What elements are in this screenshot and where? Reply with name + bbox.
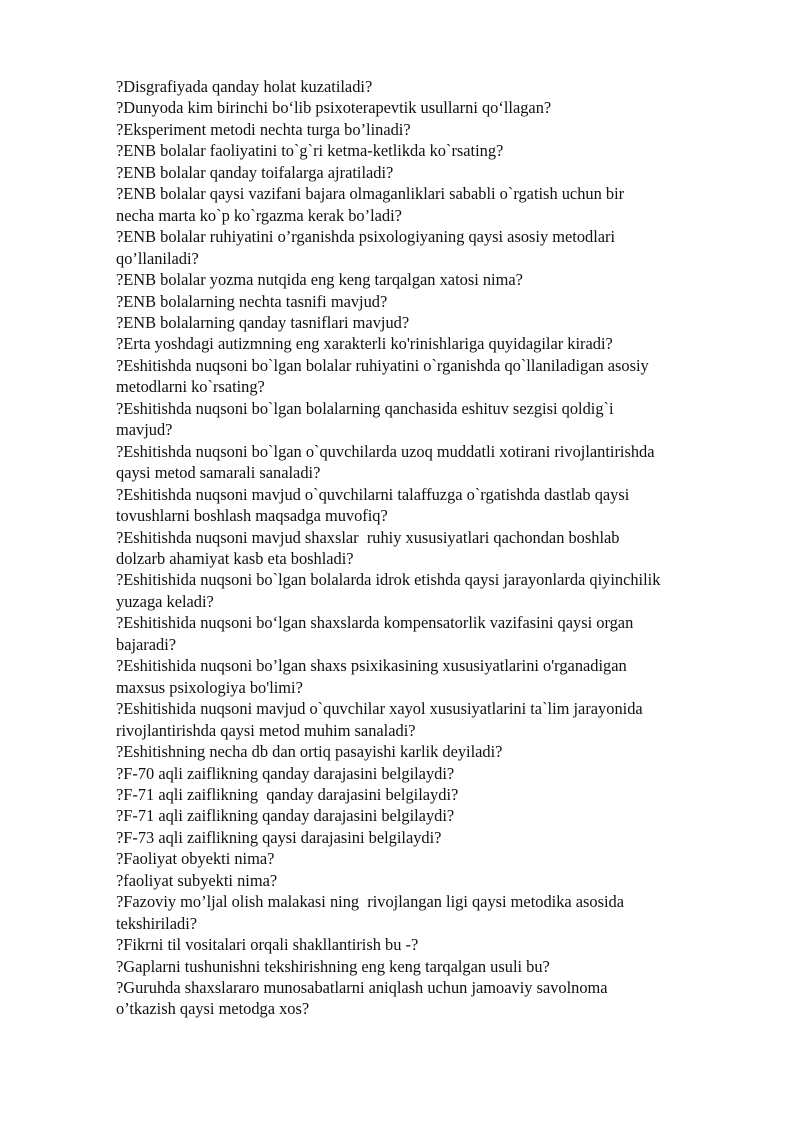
question-line: ?Eshitishida nuqsoni bo‘lgan shaxslarda kompensatorlik vazifasini qaysi organ	[116, 613, 634, 633]
question-item	[116, 784, 756, 805]
question-line: ?ENB bolalarning nechta tasnifi mavjud?	[116, 291, 388, 311]
question-line: necha marta ko`p ko`rgazma kerak bo’ladi?	[116, 205, 402, 225]
question-line: ?Eshitishda nuqsoni mavjud o`quvchilarni talaffuzga o`rgatishda dastlab qaysi	[116, 484, 630, 504]
question-line: mavjud?	[116, 420, 173, 440]
question-line: ?Fikrni til vositalari orqali shakllantirish bu -?	[116, 935, 419, 955]
question-line: ?Dunyoda kim birinchi bo‘lib psixoterapevtik usullarni qo‘llagan?	[116, 98, 552, 118]
question-item	[116, 97, 756, 118]
document-page	[116, 76, 756, 1020]
question-item	[116, 805, 756, 826]
question-line: tovushlarni boshlash maqsadga muvofiq?	[116, 506, 388, 526]
question-line: ?Fazoviy mo’ljal olish malakasi ning rivojlangan ligi qaysi metodika asosida	[116, 892, 625, 912]
question-item	[116, 355, 756, 398]
question-item	[116, 977, 756, 1020]
question-item	[116, 291, 756, 312]
question-line: ?Eshitishning necha db dan ortiq pasayishi karlik deyiladi?	[116, 742, 503, 762]
question-line: tekshiriladi?	[116, 913, 198, 933]
question-line: ?ENB bolalarning qanday tasniflari mavjud?	[116, 312, 410, 332]
question-line: bajaradi?	[116, 634, 177, 654]
question-item	[116, 76, 756, 97]
question-item	[116, 956, 756, 977]
question-line: ?F-71 aqli zaiflikning qanday darajasini belgilaydi?	[116, 806, 455, 826]
question-line: yuzaga keladi?	[116, 591, 214, 611]
question-item	[116, 269, 756, 290]
question-item	[116, 934, 756, 955]
question-line: ?F-73 aqli zaiflikning qaysi darajasini belgilaydi?	[116, 827, 442, 847]
question-line: o’tkazish qaysi metodga xos?	[116, 999, 310, 1019]
question-line: ?ENB bolalar qanday toifalarga ajratiladi?	[116, 162, 394, 182]
question-item	[116, 655, 756, 698]
question-item	[116, 398, 756, 441]
question-item	[116, 484, 756, 527]
question-item	[116, 162, 756, 183]
question-item	[116, 333, 756, 354]
question-line: ?Eshitishda nuqsoni bo`lgan bolalar ruhiyatini o`rganishda qo`llaniladigan asosiy	[116, 355, 649, 375]
question-line: metodlarni ko`rsating?	[116, 377, 265, 397]
question-line: ?Eshitishda nuqsoni mavjud shaxslar ruhiy xususiyatlari qachondan boshlab	[116, 527, 620, 547]
question-item	[116, 891, 756, 934]
question-item	[116, 848, 756, 869]
question-line: ?Erta yoshdagi autizmning eng xarakterli ko'rinishlariga quyidagilar kiradi?	[116, 334, 613, 354]
question-line: ?Faoliyat obyekti nima?	[116, 849, 275, 869]
question-item	[116, 527, 756, 570]
question-line: rivojlantirishda qaysi metod muhim sanaladi?	[116, 720, 416, 740]
question-line: ?ENB bolalar yozma nutqida eng keng tarqalgan xatosi nima?	[116, 270, 523, 290]
question-line: ?Eshitishda nuqsoni bo`lgan bolalarning qanchasida eshituv sezgisi qoldig`i	[116, 398, 614, 418]
question-line: ?ENB bolalar faoliyatini to`g`ri ketma-ketlikda ko`rsating?	[116, 141, 504, 161]
question-line: maxsus psixologiya bo'limi?	[116, 677, 303, 697]
question-line: qo’llaniladi?	[116, 248, 199, 268]
question-line: ?Eshitishida nuqsoni bo`lgan bolalarda idrok etishda qaysi jarayonlarda qiyinchilik	[116, 570, 661, 590]
question-line: qaysi metod samarali sanaladi?	[116, 463, 321, 483]
question-line: ?Gaplarni tushunishni tekshirishning eng keng tarqalgan usuli bu?	[116, 956, 550, 976]
question-line: ?ENB bolalar ruhiyatini o’rganishda psixologiyaning qaysi asosiy metodlari	[116, 227, 616, 247]
question-line: ?Disgrafiyada qanday holat kuzatiladi?	[116, 77, 373, 96]
question-line: ?ENB bolalar qaysi vazifani bajara olmaganliklari sababli o`rgatish uchun bir	[116, 184, 625, 204]
question-item	[116, 827, 756, 848]
question-line: ?Eksperiment metodi nechta turga bo’linadi?	[116, 119, 411, 139]
question-item	[116, 612, 756, 655]
question-item	[116, 119, 756, 140]
question-line: dolzarb ahamiyat kasb eta boshladi?	[116, 548, 354, 568]
question-item	[116, 312, 756, 333]
question-line: ?Eshitishda nuqsoni bo`lgan o`quvchilarda uzoq muddatli xotirani rivojlantirishda	[116, 441, 655, 461]
question-line: ?F-71 aqli zaiflikning qanday darajasini belgilaydi?	[116, 784, 459, 804]
question-item	[116, 870, 756, 891]
question-item	[116, 763, 756, 784]
question-line: ?F-70 aqli zaiflikning qanday darajasini belgilaydi?	[116, 763, 455, 783]
question-line: ?Eshitishida nuqsoni mavjud o`quvchilar xayol xususiyatlarini ta`lim jarayonida	[116, 699, 643, 719]
question-item	[116, 569, 756, 612]
question-line: ?Eshitishida nuqsoni bo’lgan shaxs psixikasining xususiyatlarini o'rganadigan	[116, 656, 627, 676]
question-item	[116, 741, 756, 762]
question-item	[116, 441, 756, 484]
question-line: ?Guruhda shaxslararo munosabatlarni aniqlash uchun jamoaviy savolnoma	[116, 978, 608, 998]
question-line: ?faoliyat subyekti nima?	[116, 870, 278, 890]
question-item	[116, 698, 756, 741]
question-item	[116, 183, 756, 226]
question-item	[116, 140, 756, 161]
question-item	[116, 226, 756, 269]
